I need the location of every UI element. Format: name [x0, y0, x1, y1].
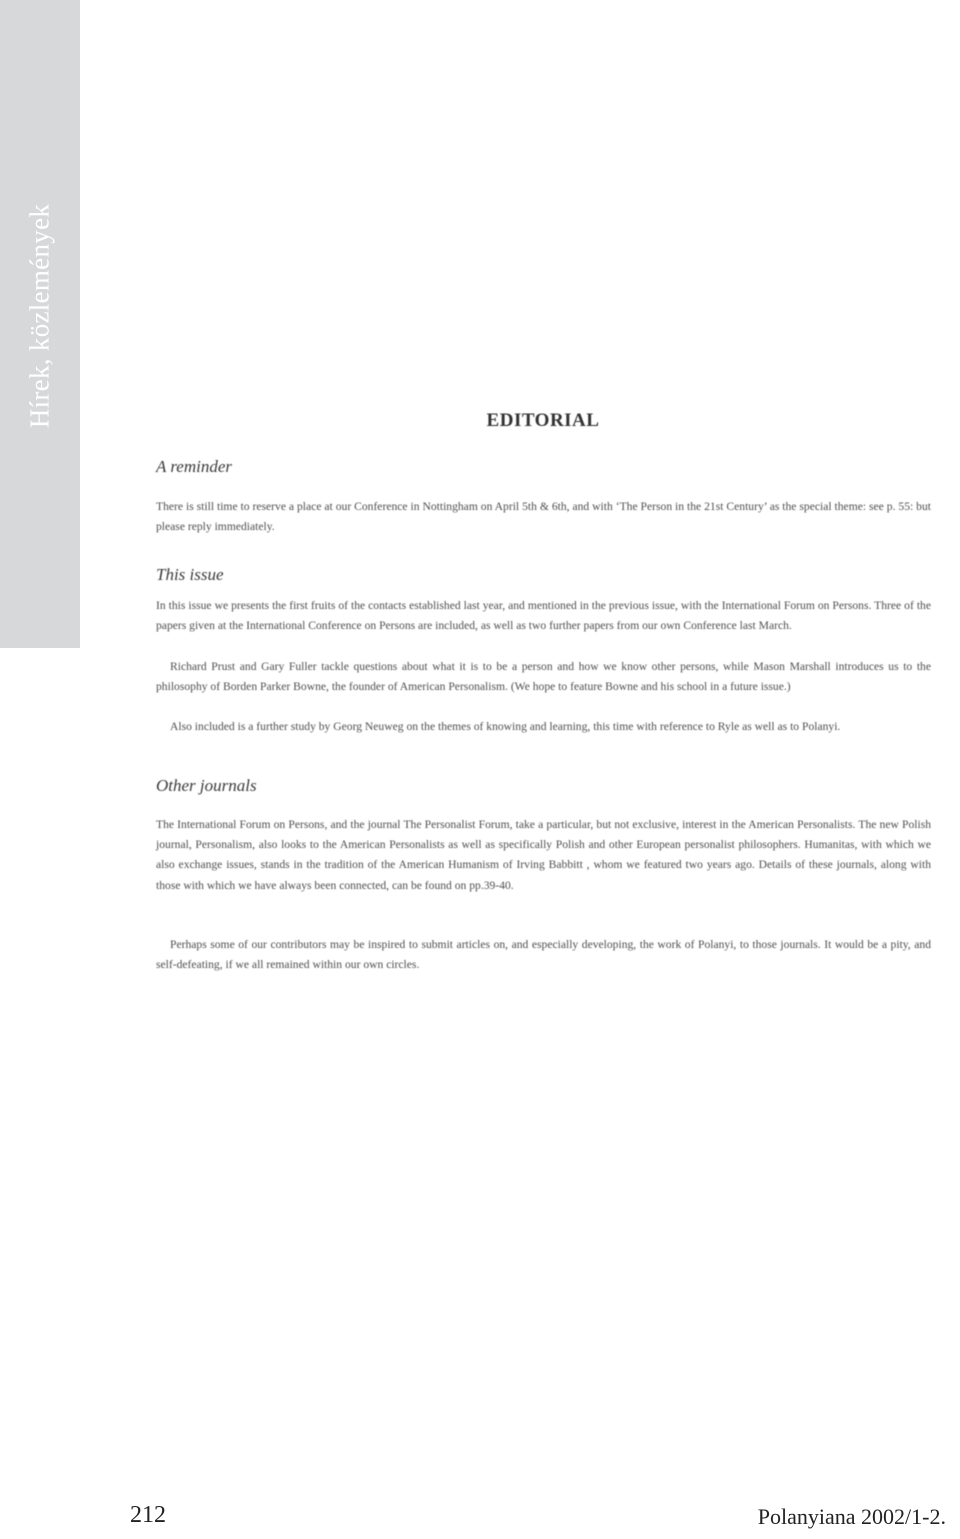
heading-reminder: A reminder — [156, 457, 233, 476]
journal-issue: Polanyiana 2002/1-2. — [757, 1504, 946, 1529]
paragraph-this-issue-3: Also included is a further study by Georg Neuweg on the themes of knowing and learning, this time with reference to Ryle as well as to Polanyi. — [170, 720, 841, 733]
heading-this-issue: This issue — [156, 565, 224, 584]
section-side-tab — [0, 0, 80, 648]
section-label: Hírek, közlemények — [24, 203, 55, 429]
page-number: 212 — [130, 1502, 166, 1528]
heading-other-journals: Other journals — [156, 776, 257, 795]
paragraph-reminder: There is still time to reserve a place at our Conference in Nottingham on April 5th & 6th, and with ‘The Person in the 21st Century’ as the special theme: see p. 55: but please reply immediately. — [156, 500, 931, 534]
editorial-title: EDITORIAL — [486, 410, 600, 431]
paragraph-other-journals-2: Perhaps some of our contributors may be inspired to submit articles on, and especially developing, the work of Polanyi, to those journals. It would be a pity, and self-defeating, if we all remained within our own circles. — [156, 938, 931, 972]
paragraph-this-issue-2: Richard Prust and Gary Fuller tackle questions about what it is to be a person and how we know other persons, while Mason Marshall introduces us to the philosophy of Borden Parker Bowne, the founder of American Personalism. (We hope to feature Bowne and his school in a future issue.) — [156, 660, 931, 694]
paragraph-other-journals-1: The International Forum on Persons, and the journal The Personalist Forum, take a particular, but not exclusive, interest in the American Personalists. The new Polish journal, Personalism, also looks to the American Personalists as well as specifically Polish and other European personalist philosophers. Humanitas, with which we also exchange issues, stands in the tradition of the American Humanism of Irving Babbitt , whom we featured two years ago. Details of these journals, along with those with which we have always been connected, can be found on pp.39-40. — [156, 818, 931, 892]
paragraph-this-issue-1: In this issue we presents the first fruits of the contacts established last year, and mentioned in the previous issue, with the International Forum on Persons. Three of the papers given at the International Conference on Persons are included, as well as two further papers from our own Conference last March. — [156, 599, 931, 633]
scanned-editorial — [148, 400, 938, 990]
